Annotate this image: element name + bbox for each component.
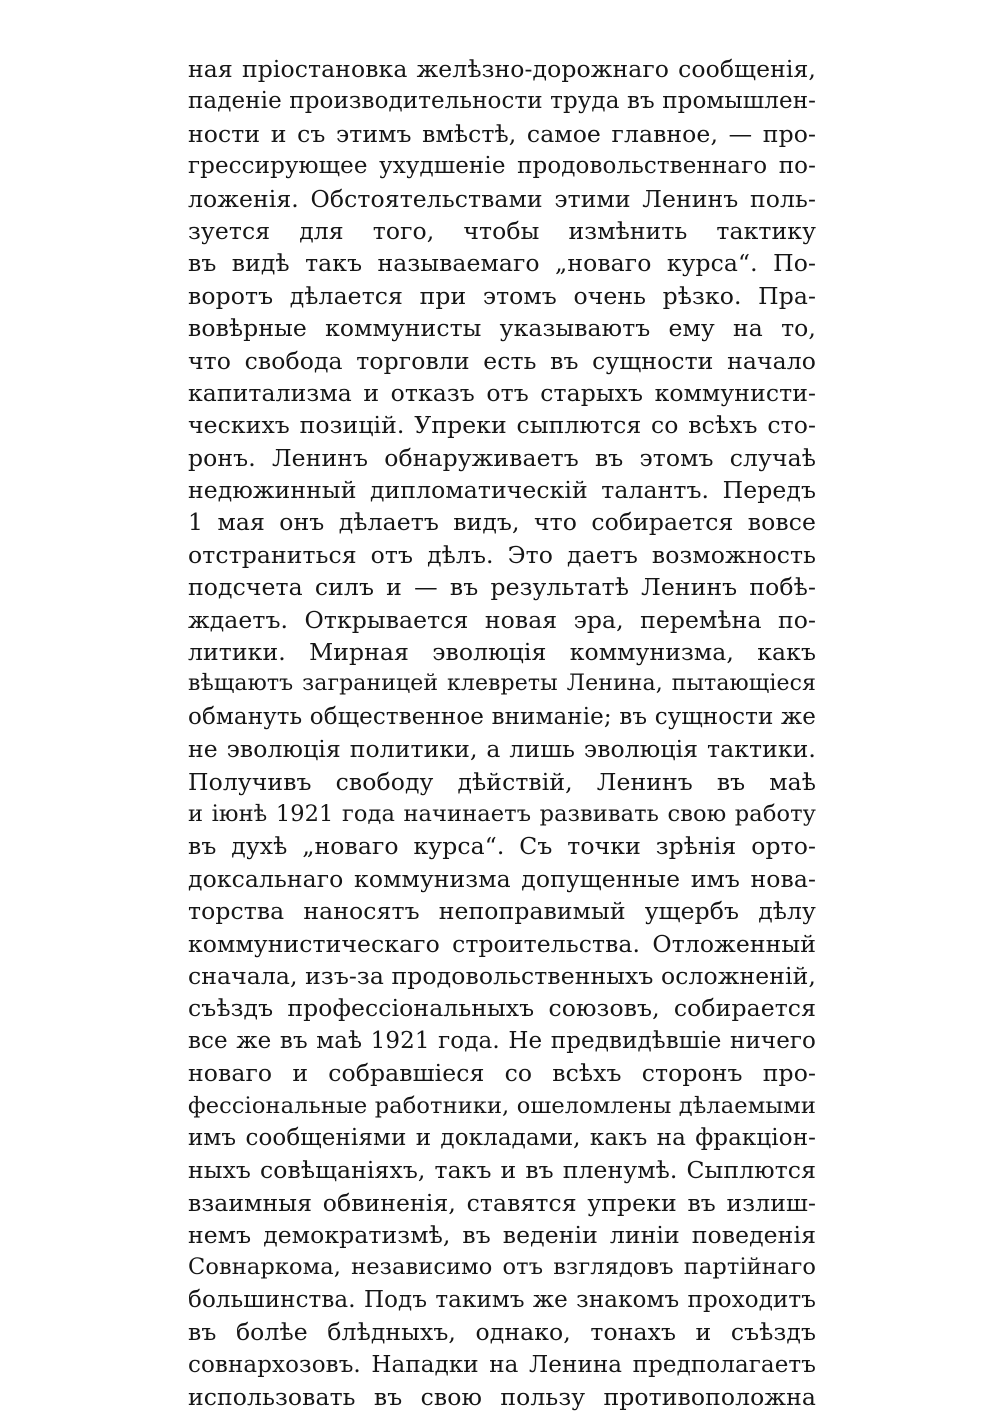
text-line: ческихъ позицій. Упреки сыплются со всѣхъ сто- [188, 411, 816, 440]
text-line: зуется для того, чтобы измѣнить тактику [188, 216, 816, 245]
text-line: литики. Мирная эволюція коммунизма, какъ [188, 638, 816, 667]
text-line: новаго и собравшіеся со всѣхъ сторонъ про- [188, 1059, 816, 1088]
text-line: не эволюція политики, а лишь эволюція тактики. [188, 735, 816, 764]
text-line: паденіе производительности труда въ промышлен- [188, 88, 816, 115]
text-line: использовать въ свою пользу противоположна [188, 1383, 816, 1412]
text-line: капитализма и отказъ отъ старыхъ коммунисти- [188, 378, 816, 407]
text-line: ныхъ совѣщаніяхъ, такъ и въ пленумѣ. Сыплются [188, 1156, 816, 1185]
text-line: обмануть общественное вниманіе; въ сущности же [188, 703, 816, 730]
text-line: 1 мая онъ дѣлаетъ видъ, что собирается вовсе [188, 508, 816, 537]
text-line: и іюнѣ 1921 года начинаетъ развивать свою работу [188, 800, 816, 827]
body-text [188, 53, 816, 1413]
text-line: фессіональные работники, ошеломлены дѣлаемыми [188, 1092, 816, 1119]
text-line: Получивъ свободу дѣйствій, Ленинъ въ маѣ [188, 767, 816, 796]
text-line: взаимныя обвиненія, ставятся упреки въ излиш- [188, 1188, 816, 1217]
text-line: ждаетъ. Открывается новая эра, перемѣна по- [188, 605, 816, 634]
text-line: немъ демократизмѣ, въ веденіи линіи поведенія [188, 1221, 816, 1250]
text-line: доксальнаго коммунизма допущенные имъ нова- [188, 864, 816, 893]
text-line: сначала, изъ-за продовольственныхъ осложненій, [188, 961, 816, 990]
text-line: ложенія. Обстоятельствами этими Ленинъ поль- [188, 184, 816, 213]
text-line: вѣщаютъ заграницей клевреты Ленина, пытающіеся [188, 671, 816, 697]
text-line: въ видѣ такъ называемаго „новаго курса“. По- [188, 249, 816, 278]
text-line: все же въ маѣ 1921 года. Не предвидѣвшіе ничего [188, 1027, 816, 1054]
text-line: Совнаркома, независимо отъ взглядовъ партійнаго [188, 1254, 816, 1281]
text-line: воротъ дѣлается при этомъ очень рѣзко. Пра- [188, 281, 816, 310]
text-line: торства наносятъ непоправимый ущербъ дѣлу [188, 897, 816, 926]
text-line: въ болѣе блѣдныхъ, однако, тонахъ и съѣздъ [188, 1318, 816, 1347]
text-line: отстраниться отъ дѣлъ. Это даетъ возможность [188, 540, 816, 569]
text-line: грессирующее ухудшеніе продовольственнаго по- [188, 153, 816, 180]
text-line: съѣздъ профессіональныхъ союзовъ, собирается [188, 994, 816, 1023]
text-line: вовѣрные коммунисты указываютъ ему на то, [188, 314, 816, 343]
text-line: что свобода торговли есть въ сущности начало [188, 346, 816, 375]
text-line: недюжинный дипломатическій талантъ. Передъ [188, 476, 816, 505]
text-line: подсчета силъ и — въ результатѣ Ленинъ побѣ- [188, 573, 816, 602]
text-line: ности и съ этимъ вмѣстѣ, самое главное, — про- [188, 119, 816, 148]
text-line: въ духѣ „новаго курса“. Съ точки зрѣнія орто- [188, 832, 816, 861]
text-line: коммунистическаго строительства. Отложенный [188, 929, 816, 958]
text-line: большинства. Подъ такимъ же знакомъ проходитъ [188, 1286, 816, 1313]
text-line: ная пріостановка желѣзно-дорожнаго сообщенія, [188, 55, 816, 83]
text-line: ронъ. Ленинъ обнаруживаетъ въ этомъ случаѣ [188, 443, 816, 472]
text-line: имъ сообщеніями и докладами, какъ на фракціон- [188, 1124, 816, 1151]
text-line: совнархозовъ. Нападки на Ленина предполагаетъ [188, 1351, 816, 1378]
